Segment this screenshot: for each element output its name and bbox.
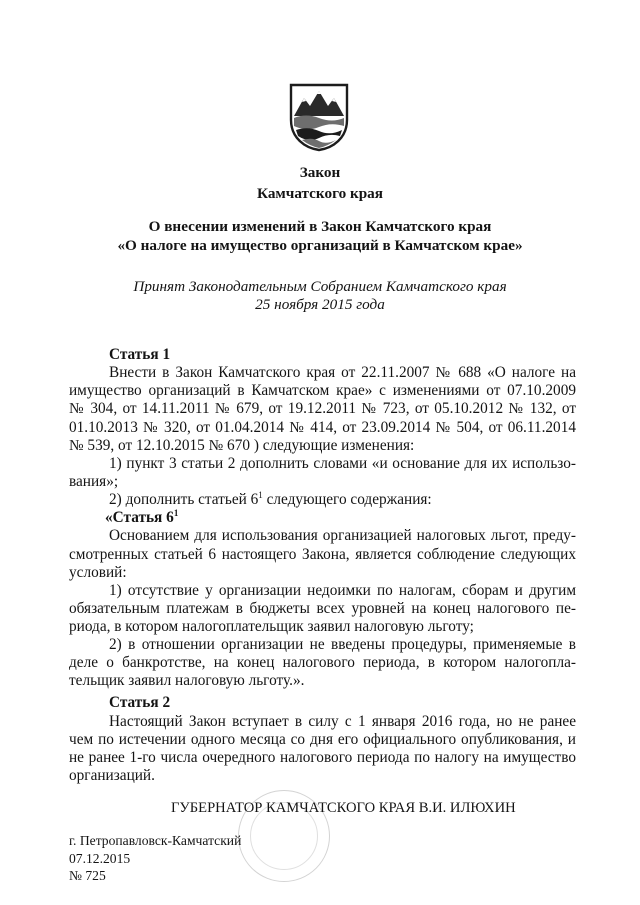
footer-city: г. Петропавловск-Камчатский (69, 833, 242, 848)
footer-date: 07.12.2015 (69, 851, 131, 866)
article1-intro-line: № 304, от 14.11.2011 № 679, от 19.12.2011 № 723, от 05.10.2012 № 132, от (69, 400, 576, 417)
new-article-line: Основанием для использования организацией налоговых льгот, преду- (109, 527, 576, 544)
footer-number: № 725 (69, 868, 106, 883)
adopted-line-1: Принят Законодательным Собранием Камчатского края (133, 278, 507, 295)
item2-superscript: 1 (258, 490, 263, 500)
item2-line (109, 491, 432, 509)
article1-intro-line: 01.10.2013 № 320, от 01.04.2014 № 414, от 23.09.2014 № 504, от 06.11.2014 (69, 419, 576, 436)
condition1-line: риода, в котором налогоплательщик заявил налоговую льготу; (69, 618, 474, 635)
item2-suffix: следующего содержания: (262, 491, 432, 508)
article2-line: Настоящий Закон вступает в силу с 1 января 2016 года, но не ранее (109, 713, 576, 730)
condition2-line: 2) в отношении организации не введены процедуры, применяемые в (109, 636, 576, 653)
item1-line: вания»; (69, 473, 119, 490)
doc-type-title: Закон (299, 164, 341, 181)
article2-line: чем по истечении одного месяца со дня его официального опубликования, и (69, 731, 576, 748)
article1-intro-line: имущество организаций в Камчатском крае» с изменениями от 07.10.2009 (69, 382, 576, 399)
article1-intro-line: № 539, от 12.10.2015 № 670 ) следующие изменения: (69, 437, 415, 454)
governor-signature-line: ГУБЕРНАТОР КАМЧАТСКОГО КРАЯ В.И. ИЛЮХИН (171, 800, 516, 816)
condition2-line: тельщик заявил налоговую льготу.». (69, 672, 305, 689)
article1-intro-line: Внести в Закон Камчатского края от 22.11.2007 № 688 «О налоге на (109, 364, 576, 381)
new-article-heading (105, 509, 178, 527)
article2-heading: Статья 2 (109, 694, 171, 711)
article2-line: не ранее 1-го числа очередного налогового периода по налогу на имущество (69, 749, 576, 766)
condition2-line: деле о банкротстве, на конец налогового периода, в котором налогопла- (69, 654, 576, 671)
article2-line: организаций. (69, 767, 155, 784)
item2-prefix: 2) дополнить статьей 6 (109, 491, 259, 508)
doc-region-title: Камчатского края (257, 185, 383, 202)
condition1-line: обязательным платежам в бюджеты всех уровней на конец налогового пе- (69, 600, 576, 617)
adopted-line-2: 25 ноября 2015 года (255, 296, 385, 313)
condition1-line: 1) отсутствие у организации недоимки по налогам, сборам и другим (109, 582, 576, 599)
new-article-superscript: 1 (173, 508, 179, 518)
coat-of-arms-emblem (288, 82, 350, 152)
subject-line-1: О внесении изменений в Закон Камчатского края (148, 218, 492, 235)
article1-heading: Статья 1 (109, 346, 171, 363)
subject-line-2: «О налоге на имущество организаций в Камчатском крае» (117, 237, 523, 254)
item1-line: 1) пункт 3 статьи 2 дополнить словами «и основание для их использо- (109, 455, 576, 472)
new-article-heading-text: «Статья 6 (105, 509, 174, 526)
new-article-line: смотренных статьей 6 настоящего Закона, является соблюдение следующих (69, 546, 576, 563)
new-article-line: условий: (69, 564, 127, 581)
